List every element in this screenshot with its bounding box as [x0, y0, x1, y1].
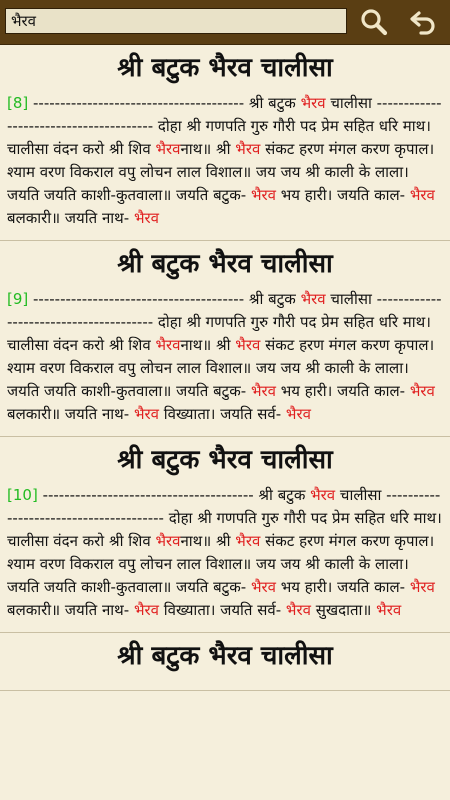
snippet-text: --------------------------------------- श्री बटुक — [28, 290, 301, 308]
snippet-text: विख्याता। जयति सर्व- — [158, 601, 286, 619]
result-title: श्री बटुक भैरव चालीसा — [117, 641, 333, 671]
search-highlight: भैरव — [285, 601, 311, 619]
snippet-text: बलकारी॥ जयति नाथ- — [7, 601, 134, 619]
snippet-text: संकट हरण मंगल करण कृपाल। श्याम वरण विकराल वपु लोचन लाल विशाल॥ जय जय श्री काली के लाला। जयति जयति काशी-कुतवाला॥ जयति बटुक- — [7, 140, 435, 204]
search-highlight: भैरव — [285, 405, 311, 423]
search-highlight: भैरव — [300, 290, 326, 308]
search-highlight: भैरव — [300, 94, 326, 112]
search-highlight: भैरव — [155, 532, 181, 550]
search-highlight: भैरव — [409, 382, 435, 400]
back-button[interactable] — [408, 6, 440, 38]
search-highlight: भैरव — [409, 578, 435, 596]
result-snippet — [7, 288, 443, 426]
result-snippet — [7, 92, 443, 230]
result-card[interactable] — [0, 633, 450, 691]
snippet-text: नाथ॥ श्री — [180, 532, 236, 550]
snippet-text: चालीसा --------------------------------------- दोहा श्री गणपति गुरु गौरी पद प्रेम सहित धरि माथ। चालीसा वंदन करो श्री शिव — [7, 290, 442, 354]
snippet-text: नाथ॥ श्री — [180, 336, 236, 354]
search-input[interactable] — [5, 8, 347, 34]
snippet-text: भय हारी। जयति काल- — [275, 186, 410, 204]
search-highlight: भैरव — [133, 209, 159, 227]
search-highlight: भैरव — [310, 486, 336, 504]
result-card[interactable] — [0, 437, 450, 633]
search-icon — [359, 7, 389, 37]
result-card[interactable] — [0, 45, 450, 241]
result-card[interactable] — [0, 241, 450, 437]
snippet-text: बलकारी॥ जयति नाथ- — [7, 405, 134, 423]
verse-number: [10] — [7, 486, 38, 504]
search-highlight: भैरव — [250, 382, 276, 400]
snippet-text: --------------------------------------- श्री बटुक — [28, 94, 301, 112]
search-highlight: भैरव — [235, 532, 261, 550]
snippet-text: सुखदाता॥ — [310, 601, 377, 619]
snippet-text: संकट हरण मंगल करण कृपाल। श्याम वरण विकराल वपु लोचन लाल विशाल॥ जय जय श्री काली के लाला। जयति जयति काशी-कुतवाला॥ जयति बटुक- — [7, 336, 435, 400]
search-highlight: भैरव — [155, 140, 181, 158]
search-highlight: भैरव — [235, 140, 261, 158]
search-highlight: भैरव — [155, 336, 181, 354]
snippet-text: विख्याता। जयति सर्व- — [158, 405, 286, 423]
search-highlight: भैरव — [250, 578, 276, 596]
snippet-text: भय हारी। जयति काल- — [275, 578, 410, 596]
search-highlight: भैरव — [376, 601, 402, 619]
search-highlight: भैरव — [133, 405, 159, 423]
verse-number: [9] — [7, 290, 29, 308]
result-title: श्री बटुक भैरव चालीसा — [117, 53, 333, 83]
snippet-text: चालीसा --------------------------------------- दोहा श्री गणपति गुरु गौरी पद प्रेम सहित धरि माथ। चालीसा वंदन करो श्री शिव — [7, 94, 442, 158]
snippet-text: बलकारी॥ जयति नाथ- — [7, 209, 134, 227]
search-button[interactable] — [358, 6, 390, 38]
snippet-text: --------------------------------------- श्री बटुक — [37, 486, 311, 504]
search-highlight: भैरव — [250, 186, 276, 204]
result-title: श्री बटुक भैरव चालीसा — [117, 249, 333, 279]
snippet-text: संकट हरण मंगल करण कृपाल। श्याम वरण विकराल वपु लोचन लाल विशाल॥ जय जय श्री काली के लाला। जयति जयति काशी-कुतवाला॥ जयति बटुक- — [7, 532, 435, 596]
search-highlight: भैरव — [409, 186, 435, 204]
verse-number: [8] — [7, 94, 29, 112]
back-arrow-icon — [409, 7, 439, 37]
result-title: श्री बटुक भैरव चालीसा — [117, 445, 333, 475]
search-highlight: भैरव — [235, 336, 261, 354]
results-list — [0, 45, 450, 800]
snippet-text: नाथ॥ श्री — [180, 140, 236, 158]
search-highlight: भैरव — [133, 601, 159, 619]
top-toolbar — [0, 0, 450, 45]
snippet-text: चालीसा --------------------------------------- दोहा श्री गणपति गुरु गौरी पद प्रेम सहित धरि माथ। चालीसा वंदन करो श्री शिव — [7, 486, 442, 550]
result-snippet — [7, 484, 443, 622]
snippet-text: भय हारी। जयति काल- — [275, 382, 410, 400]
